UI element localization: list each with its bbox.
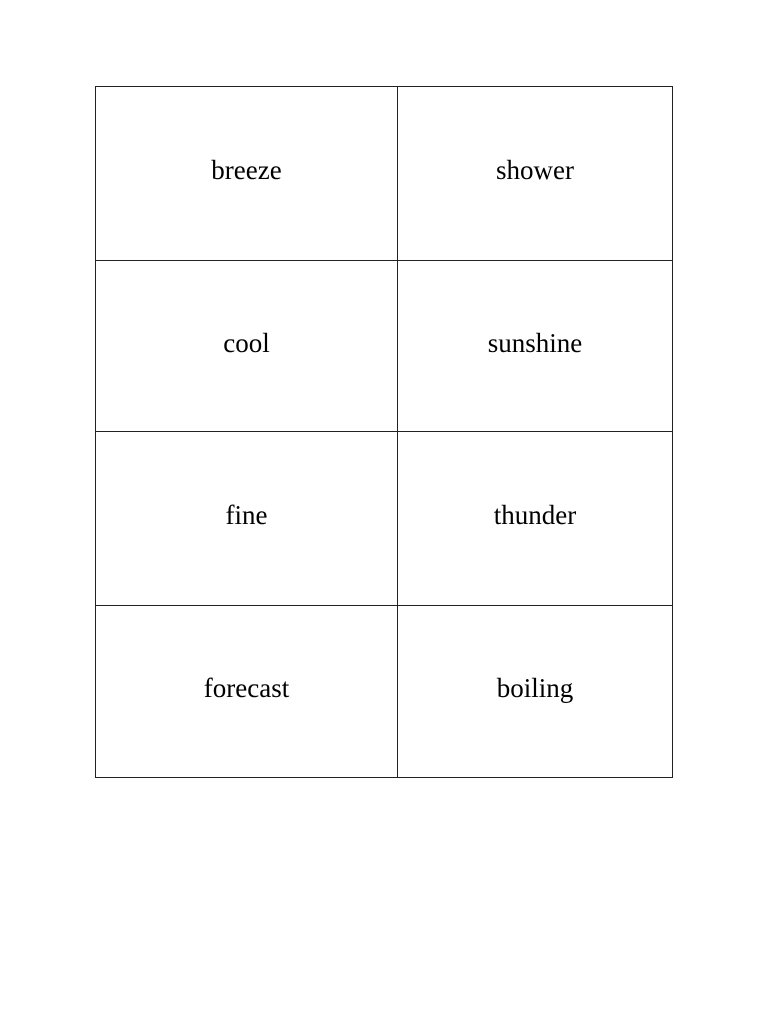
card-word: sunshine — [487, 327, 583, 358]
word-card — [398, 87, 673, 261]
card-row — [96, 432, 673, 606]
card-word: thunder — [493, 500, 577, 530]
word-card-grid — [95, 86, 673, 778]
card-word: breeze — [211, 155, 282, 185]
word-card — [96, 87, 398, 261]
word-card — [398, 432, 673, 606]
word-card — [398, 606, 673, 778]
card-word: forecast — [203, 673, 290, 703]
card-word: cool — [223, 327, 270, 358]
card-row — [96, 261, 673, 432]
word-card — [96, 432, 398, 606]
word-card — [398, 261, 673, 432]
word-card — [96, 606, 398, 778]
card-word: boiling — [496, 673, 574, 703]
card-row — [96, 87, 673, 261]
card-word: shower — [496, 155, 574, 185]
card-word: fine — [225, 500, 268, 530]
card-row — [96, 606, 673, 778]
word-card — [96, 261, 398, 432]
